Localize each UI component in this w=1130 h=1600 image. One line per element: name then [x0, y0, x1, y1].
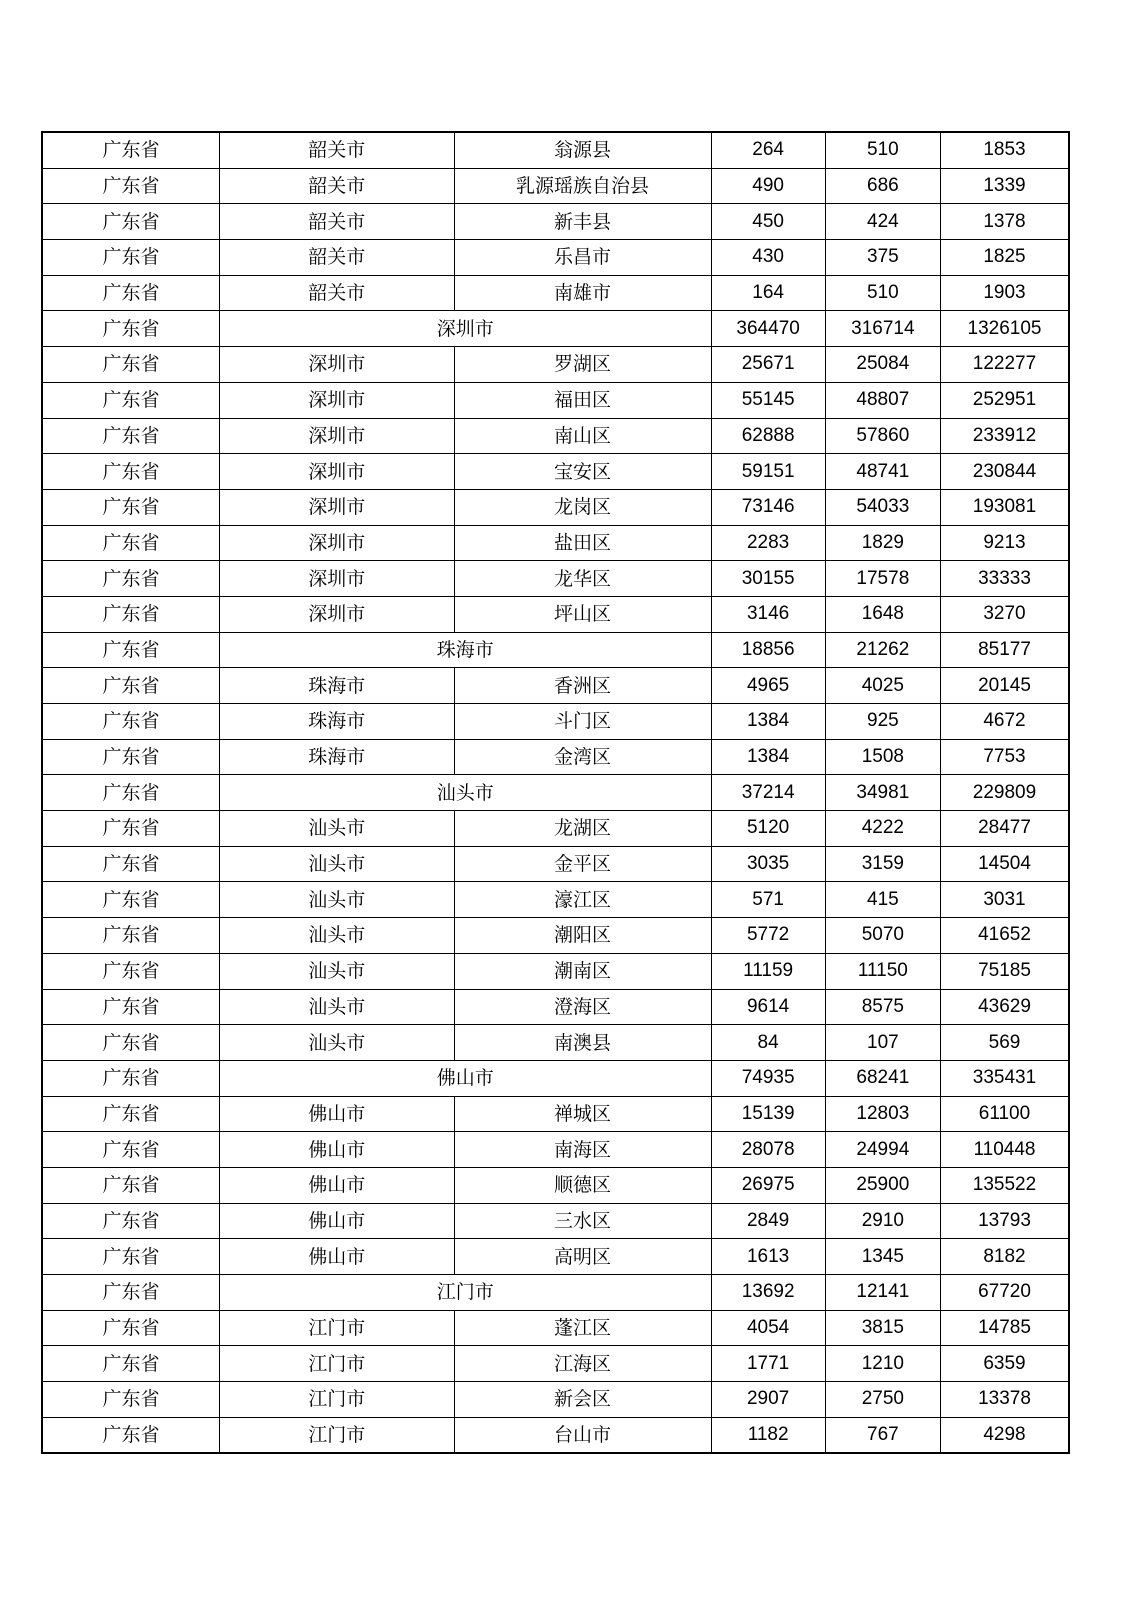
- district-cell: 台山市: [454, 1417, 711, 1453]
- value-cell-2: 25084: [825, 347, 940, 383]
- district-cell: 潮阳区: [454, 918, 711, 954]
- province-cell: 广东省: [42, 882, 219, 918]
- value-cell-2: 12141: [825, 1275, 940, 1311]
- district-cell: 乳源瑶族自治县: [454, 168, 711, 204]
- value-cell-1: 18856: [711, 632, 825, 668]
- table-row: [42, 418, 1069, 454]
- district-cell: 龙岗区: [454, 489, 711, 525]
- district-cell: 顺德区: [454, 1167, 711, 1203]
- district-cell: 坪山区: [454, 596, 711, 632]
- province-cell: 广东省: [42, 739, 219, 775]
- value-cell-3: 33333: [940, 561, 1069, 597]
- value-cell-1: 1384: [711, 739, 825, 775]
- district-cell: 罗湖区: [454, 347, 711, 383]
- value-cell-2: 57860: [825, 418, 940, 454]
- value-cell-2: 415: [825, 882, 940, 918]
- value-cell-3: 1326105: [940, 311, 1069, 347]
- table-row: [42, 989, 1069, 1025]
- value-cell-2: 25900: [825, 1167, 940, 1203]
- value-cell-2: 68241: [825, 1060, 940, 1096]
- value-cell-2: 48807: [825, 382, 940, 418]
- district-cell: 新丰县: [454, 204, 711, 240]
- value-cell-3: 3031: [940, 882, 1069, 918]
- district-cell: 南澳县: [454, 1025, 711, 1061]
- value-cell-3: 4672: [940, 704, 1069, 740]
- value-cell-3: 335431: [940, 1060, 1069, 1096]
- province-cell: 广东省: [42, 240, 219, 276]
- table-row: [42, 1417, 1069, 1453]
- district-cell: 翁源县: [454, 132, 711, 168]
- city-cell: 汕头市: [219, 989, 454, 1025]
- value-cell-2: 54033: [825, 489, 940, 525]
- district-cell: 乐昌市: [454, 240, 711, 276]
- value-cell-3: 13378: [940, 1382, 1069, 1418]
- value-cell-2: 107: [825, 1025, 940, 1061]
- value-cell-3: 4298: [940, 1417, 1069, 1453]
- value-cell-3: 8182: [940, 1239, 1069, 1275]
- city-cell: 汕头市: [219, 1025, 454, 1061]
- city-subtotal-row: [42, 1060, 1069, 1096]
- value-cell-2: 5070: [825, 918, 940, 954]
- table-row: [42, 454, 1069, 490]
- city-cell: 佛山市: [219, 1167, 454, 1203]
- value-cell-2: 1345: [825, 1239, 940, 1275]
- value-cell-2: 48741: [825, 454, 940, 490]
- table-row: [42, 739, 1069, 775]
- province-cell: 广东省: [42, 704, 219, 740]
- city-cell: 佛山市: [219, 1203, 454, 1239]
- value-cell-1: 28078: [711, 1132, 825, 1168]
- district-cell: 南山区: [454, 418, 711, 454]
- city-subtotal-cell: 江门市: [219, 1275, 711, 1311]
- province-cell: 广东省: [42, 1060, 219, 1096]
- value-cell-3: 75185: [940, 953, 1069, 989]
- value-cell-1: 84: [711, 1025, 825, 1061]
- city-cell: 深圳市: [219, 382, 454, 418]
- province-cell: 广东省: [42, 1132, 219, 1168]
- value-cell-1: 2283: [711, 525, 825, 561]
- district-cell: 香洲区: [454, 668, 711, 704]
- district-cell: 新会区: [454, 1382, 711, 1418]
- city-cell: 佛山市: [219, 1132, 454, 1168]
- city-cell: 佛山市: [219, 1239, 454, 1275]
- city-cell: 深圳市: [219, 525, 454, 561]
- city-cell: 珠海市: [219, 668, 454, 704]
- city-subtotal-cell: 深圳市: [219, 311, 711, 347]
- province-cell: 广东省: [42, 1346, 219, 1382]
- value-cell-1: 5120: [711, 811, 825, 847]
- value-cell-1: 450: [711, 204, 825, 240]
- province-cell: 广东省: [42, 454, 219, 490]
- city-cell: 深圳市: [219, 347, 454, 383]
- value-cell-3: 20145: [940, 668, 1069, 704]
- city-cell: 深圳市: [219, 561, 454, 597]
- value-cell-1: 9614: [711, 989, 825, 1025]
- value-cell-3: 1903: [940, 275, 1069, 311]
- value-cell-2: 1829: [825, 525, 940, 561]
- table-row: [42, 382, 1069, 418]
- value-cell-3: 28477: [940, 811, 1069, 847]
- table-row: [42, 240, 1069, 276]
- province-cell: 广东省: [42, 1310, 219, 1346]
- value-cell-2: 24994: [825, 1132, 940, 1168]
- value-cell-3: 9213: [940, 525, 1069, 561]
- value-cell-1: 11159: [711, 953, 825, 989]
- value-cell-1: 571: [711, 882, 825, 918]
- province-cell: 广东省: [42, 989, 219, 1025]
- province-cell: 广东省: [42, 489, 219, 525]
- district-cell: 江海区: [454, 1346, 711, 1382]
- table-row: [42, 1203, 1069, 1239]
- table-row: [42, 1025, 1069, 1061]
- value-cell-2: 17578: [825, 561, 940, 597]
- value-cell-3: 110448: [940, 1132, 1069, 1168]
- value-cell-2: 925: [825, 704, 940, 740]
- province-cell: 广东省: [42, 1382, 219, 1418]
- province-cell: 广东省: [42, 632, 219, 668]
- province-cell: 广东省: [42, 311, 219, 347]
- value-cell-2: 510: [825, 132, 940, 168]
- city-cell: 韶关市: [219, 204, 454, 240]
- statistics-table: [41, 131, 1070, 1454]
- province-cell: 广东省: [42, 811, 219, 847]
- value-cell-2: 4222: [825, 811, 940, 847]
- value-cell-1: 164: [711, 275, 825, 311]
- value-cell-1: 59151: [711, 454, 825, 490]
- city-cell: 佛山市: [219, 1096, 454, 1132]
- table-row: [42, 918, 1069, 954]
- province-cell: 广东省: [42, 918, 219, 954]
- district-cell: 南雄市: [454, 275, 711, 311]
- city-cell: 韶关市: [219, 168, 454, 204]
- value-cell-3: 6359: [940, 1346, 1069, 1382]
- province-cell: 广东省: [42, 132, 219, 168]
- value-cell-3: 14504: [940, 846, 1069, 882]
- value-cell-3: 1339: [940, 168, 1069, 204]
- city-cell: 珠海市: [219, 739, 454, 775]
- table-row: [42, 1239, 1069, 1275]
- table-row: [42, 704, 1069, 740]
- value-cell-2: 11150: [825, 953, 940, 989]
- table-row: [42, 347, 1069, 383]
- district-cell: 龙华区: [454, 561, 711, 597]
- value-cell-1: 1384: [711, 704, 825, 740]
- value-cell-1: 55145: [711, 382, 825, 418]
- value-cell-1: 13692: [711, 1275, 825, 1311]
- table-row: [42, 525, 1069, 561]
- city-cell: 深圳市: [219, 454, 454, 490]
- value-cell-2: 510: [825, 275, 940, 311]
- city-subtotal-row: [42, 632, 1069, 668]
- value-cell-1: 1182: [711, 1417, 825, 1453]
- city-subtotal-cell: 珠海市: [219, 632, 711, 668]
- table-row: [42, 168, 1069, 204]
- city-cell: 汕头市: [219, 811, 454, 847]
- value-cell-3: 252951: [940, 382, 1069, 418]
- value-cell-3: 61100: [940, 1096, 1069, 1132]
- table-row: [42, 596, 1069, 632]
- value-cell-3: 135522: [940, 1167, 1069, 1203]
- district-cell: 澄海区: [454, 989, 711, 1025]
- value-cell-2: 424: [825, 204, 940, 240]
- city-cell: 韶关市: [219, 240, 454, 276]
- value-cell-3: 3270: [940, 596, 1069, 632]
- province-cell: 广东省: [42, 204, 219, 240]
- value-cell-3: 1378: [940, 204, 1069, 240]
- district-cell: 蓬江区: [454, 1310, 711, 1346]
- district-cell: 金湾区: [454, 739, 711, 775]
- value-cell-3: 41652: [940, 918, 1069, 954]
- district-cell: 高明区: [454, 1239, 711, 1275]
- district-cell: 金平区: [454, 846, 711, 882]
- province-cell: 广东省: [42, 418, 219, 454]
- province-cell: 广东省: [42, 846, 219, 882]
- city-cell: 江门市: [219, 1346, 454, 1382]
- table-body: [42, 132, 1069, 1453]
- value-cell-1: 430: [711, 240, 825, 276]
- city-cell: 江门市: [219, 1310, 454, 1346]
- district-cell: 斗门区: [454, 704, 711, 740]
- value-cell-2: 3815: [825, 1310, 940, 1346]
- value-cell-2: 2750: [825, 1382, 940, 1418]
- city-cell: 珠海市: [219, 704, 454, 740]
- value-cell-2: 4025: [825, 668, 940, 704]
- table-row: [42, 882, 1069, 918]
- value-cell-3: 229809: [940, 775, 1069, 811]
- value-cell-2: 3159: [825, 846, 940, 882]
- district-cell: 三水区: [454, 1203, 711, 1239]
- province-cell: 广东省: [42, 596, 219, 632]
- city-subtotal-row: [42, 775, 1069, 811]
- value-cell-1: 2849: [711, 1203, 825, 1239]
- value-cell-2: 767: [825, 1417, 940, 1453]
- table-row: [42, 204, 1069, 240]
- province-cell: 广东省: [42, 525, 219, 561]
- value-cell-1: 26975: [711, 1167, 825, 1203]
- value-cell-1: 25671: [711, 347, 825, 383]
- value-cell-3: 122277: [940, 347, 1069, 383]
- value-cell-1: 264: [711, 132, 825, 168]
- province-cell: 广东省: [42, 561, 219, 597]
- value-cell-3: 67720: [940, 1275, 1069, 1311]
- city-cell: 汕头市: [219, 882, 454, 918]
- value-cell-3: 43629: [940, 989, 1069, 1025]
- province-cell: 广东省: [42, 1203, 219, 1239]
- province-cell: 广东省: [42, 275, 219, 311]
- table-row: [42, 1132, 1069, 1168]
- table-row: [42, 1096, 1069, 1132]
- value-cell-1: 3035: [711, 846, 825, 882]
- province-cell: 广东省: [42, 347, 219, 383]
- value-cell-1: 30155: [711, 561, 825, 597]
- province-cell: 广东省: [42, 1025, 219, 1061]
- value-cell-2: 375: [825, 240, 940, 276]
- value-cell-1: 74935: [711, 1060, 825, 1096]
- province-cell: 广东省: [42, 953, 219, 989]
- table-row: [42, 132, 1069, 168]
- province-cell: 广东省: [42, 1417, 219, 1453]
- district-cell: 宝安区: [454, 454, 711, 490]
- table-row: [42, 275, 1069, 311]
- district-cell: 南海区: [454, 1132, 711, 1168]
- value-cell-2: 1508: [825, 739, 940, 775]
- value-cell-3: 7753: [940, 739, 1069, 775]
- value-cell-2: 34981: [825, 775, 940, 811]
- table-row: [42, 1382, 1069, 1418]
- value-cell-1: 5772: [711, 918, 825, 954]
- city-cell: 深圳市: [219, 489, 454, 525]
- value-cell-2: 316714: [825, 311, 940, 347]
- table-row: [42, 1310, 1069, 1346]
- province-cell: 广东省: [42, 1275, 219, 1311]
- table-row: [42, 1167, 1069, 1203]
- value-cell-2: 12803: [825, 1096, 940, 1132]
- value-cell-1: 490: [711, 168, 825, 204]
- value-cell-1: 15139: [711, 1096, 825, 1132]
- value-cell-2: 21262: [825, 632, 940, 668]
- table-row: [42, 953, 1069, 989]
- district-cell: 盐田区: [454, 525, 711, 561]
- value-cell-3: 1825: [940, 240, 1069, 276]
- value-cell-3: 569: [940, 1025, 1069, 1061]
- province-cell: 广东省: [42, 168, 219, 204]
- city-subtotal-row: [42, 1275, 1069, 1311]
- province-cell: 广东省: [42, 668, 219, 704]
- value-cell-1: 1613: [711, 1239, 825, 1275]
- value-cell-1: 37214: [711, 775, 825, 811]
- value-cell-3: 233912: [940, 418, 1069, 454]
- city-subtotal-row: [42, 311, 1069, 347]
- city-cell: 汕头市: [219, 846, 454, 882]
- city-cell: 深圳市: [219, 596, 454, 632]
- value-cell-3: 193081: [940, 489, 1069, 525]
- table-row: [42, 489, 1069, 525]
- table-row: [42, 668, 1069, 704]
- value-cell-2: 1648: [825, 596, 940, 632]
- province-cell: 广东省: [42, 1096, 219, 1132]
- value-cell-1: 62888: [711, 418, 825, 454]
- value-cell-3: 13793: [940, 1203, 1069, 1239]
- district-cell: 濠江区: [454, 882, 711, 918]
- value-cell-2: 1210: [825, 1346, 940, 1382]
- value-cell-1: 4965: [711, 668, 825, 704]
- value-cell-3: 14785: [940, 1310, 1069, 1346]
- table-row: [42, 561, 1069, 597]
- city-subtotal-cell: 佛山市: [219, 1060, 711, 1096]
- city-cell: 汕头市: [219, 953, 454, 989]
- value-cell-3: 1853: [940, 132, 1069, 168]
- district-cell: 福田区: [454, 382, 711, 418]
- table-row: [42, 1346, 1069, 1382]
- province-cell: 广东省: [42, 382, 219, 418]
- value-cell-1: 3146: [711, 596, 825, 632]
- table-row: [42, 846, 1069, 882]
- province-cell: 广东省: [42, 1239, 219, 1275]
- value-cell-1: 1771: [711, 1346, 825, 1382]
- district-cell: 潮南区: [454, 953, 711, 989]
- value-cell-1: 73146: [711, 489, 825, 525]
- table-row: [42, 811, 1069, 847]
- value-cell-2: 8575: [825, 989, 940, 1025]
- city-cell: 江门市: [219, 1382, 454, 1418]
- document-page: [41, 131, 1070, 1454]
- district-cell: 禅城区: [454, 1096, 711, 1132]
- city-cell: 韶关市: [219, 132, 454, 168]
- value-cell-2: 686: [825, 168, 940, 204]
- province-cell: 广东省: [42, 1167, 219, 1203]
- district-cell: 龙湖区: [454, 811, 711, 847]
- city-cell: 韶关市: [219, 275, 454, 311]
- value-cell-1: 4054: [711, 1310, 825, 1346]
- value-cell-3: 230844: [940, 454, 1069, 490]
- value-cell-2: 2910: [825, 1203, 940, 1239]
- value-cell-1: 2907: [711, 1382, 825, 1418]
- value-cell-3: 85177: [940, 632, 1069, 668]
- city-cell: 深圳市: [219, 418, 454, 454]
- city-cell: 汕头市: [219, 918, 454, 954]
- province-cell: 广东省: [42, 775, 219, 811]
- city-subtotal-cell: 汕头市: [219, 775, 711, 811]
- city-cell: 江门市: [219, 1417, 454, 1453]
- value-cell-1: 364470: [711, 311, 825, 347]
